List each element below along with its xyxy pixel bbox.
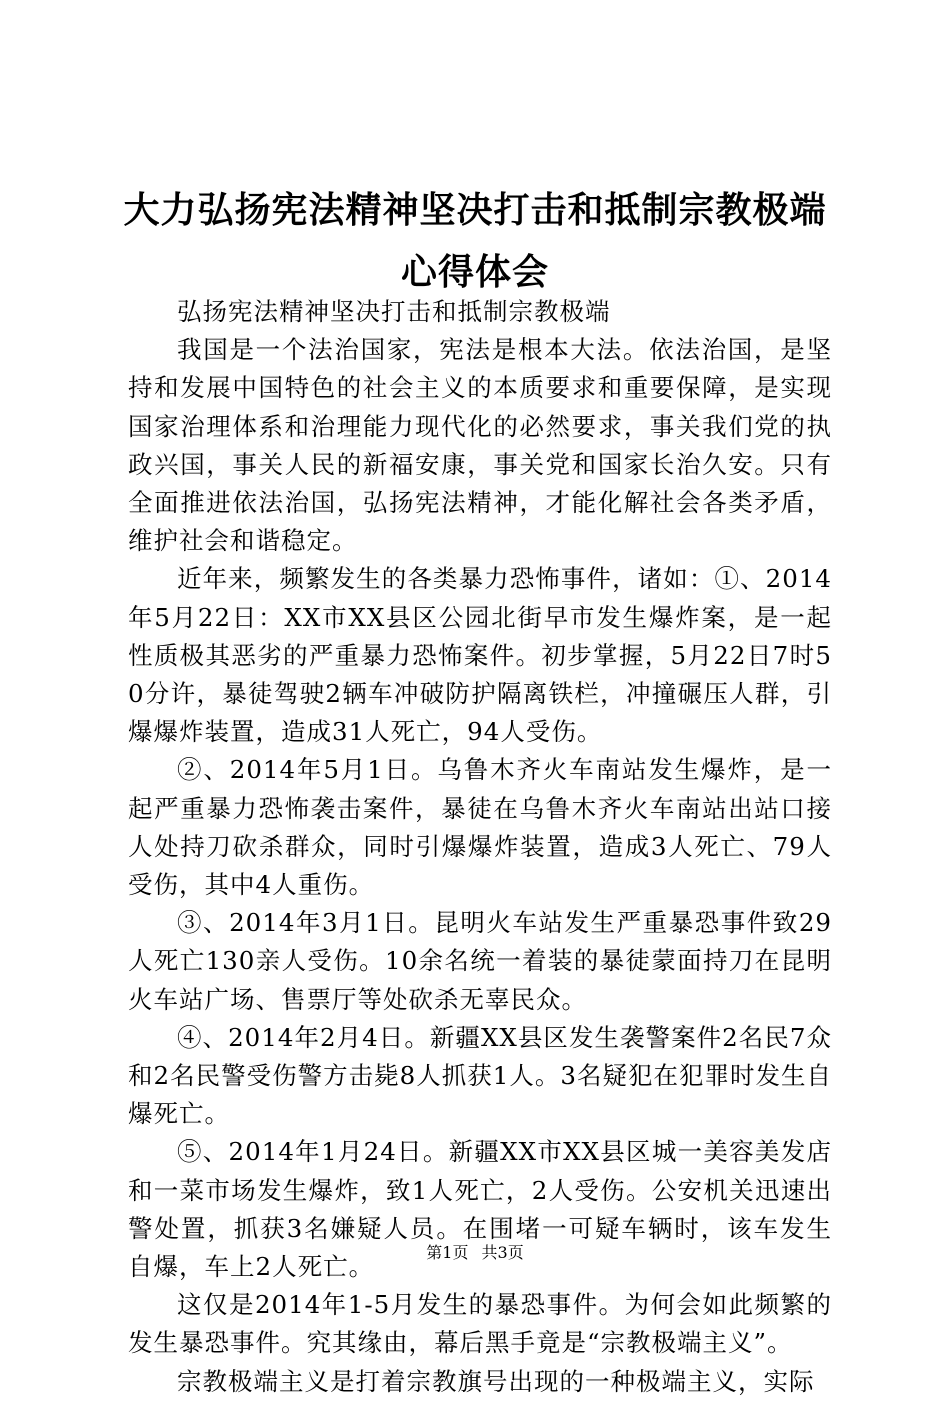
paragraph: ⑤、2014年1月24日。新疆XX市XX县区城一美容美发店和一菜市场发生爆炸，致1人死亡，2人受伤。公安机关迅速出警处置，抓获3名嫌疑人员。在围堵一可疑车辆时，该车发生自爆，车上2人死亡。: [128, 1137, 832, 1282]
page-total: 共3页: [481, 1243, 524, 1262]
paragraph: 我国是一个法治国家，宪法是根本大法。依法治国，是坚持和发展中国特色的社会主义的本质要求和重要保障，是实现国家治理体系和治理能力现代化的必然要求，事关我们党的执政兴国，事关人民的新福安康，事关党和国家长治久安。只有全面推进依法治国，弘扬宪法精神，才能化解社会各类矛盾，维护社会和谐稳定。: [128, 335, 832, 556]
document-body: [128, 293, 832, 1401]
paragraph: 这仅是2014年1-5月发生的暴恐事件。为何会如此频繁的发生暴恐事件。究其缘由，幕后黑手竟是“宗教极端主义”。: [128, 1290, 832, 1358]
paragraph: ②、2014年5月1日。乌鲁木齐火车南站发生爆炸，是一起严重暴力恐怖袭击案件，暴徒在乌鲁木齐火车南站出站口接人处持刀砍杀群众，同时引爆爆炸装置，造成3人死亡、79人受伤，其中4人重伤。: [128, 755, 832, 900]
paragraph: ④、2014年2月4日。新疆XX县区发生袭警案件2名民7众和2名民警受伤警方击毙8人抓获1人。3名疑犯在犯罪时发生自爆死亡。: [128, 1022, 832, 1129]
document-title: 大力弘扬宪法精神坚决打击和抵制宗教极端心得体会: [123, 190, 827, 293]
page-number: 第1页: [426, 1243, 469, 1262]
paragraph: ③、2014年3月1日。昆明火车站发生严重暴恐事件致29人死亡130亲人受伤。10余名统一着装的暴徒蒙面持刀在昆明火车站广场、售票厅等处砍杀无辜民众。: [128, 908, 832, 1014]
paragraph: 宗教极端主义是打着宗教旗号出现的一种极端主义，实际: [177, 1366, 815, 1396]
page-footer: [0, 1243, 950, 1263]
paragraph: 近年来，频繁发生的各类暴力恐怖事件，诸如：①、2014年5月22日：XX市XX县区公园北街早市发生爆炸案，是一起性质极其恶劣的严重暴力恐怖案件。初步掌握，5月22日7时50分许，暴徒驾驶2辆车冲破防护隔离铁栏，冲撞碾压人群，引爆爆炸装置，造成31人死亡，94人受伤。: [128, 564, 832, 747]
paragraph-subtitle: 弘扬宪法精神坚决打击和抵制宗教极端: [177, 297, 611, 326]
